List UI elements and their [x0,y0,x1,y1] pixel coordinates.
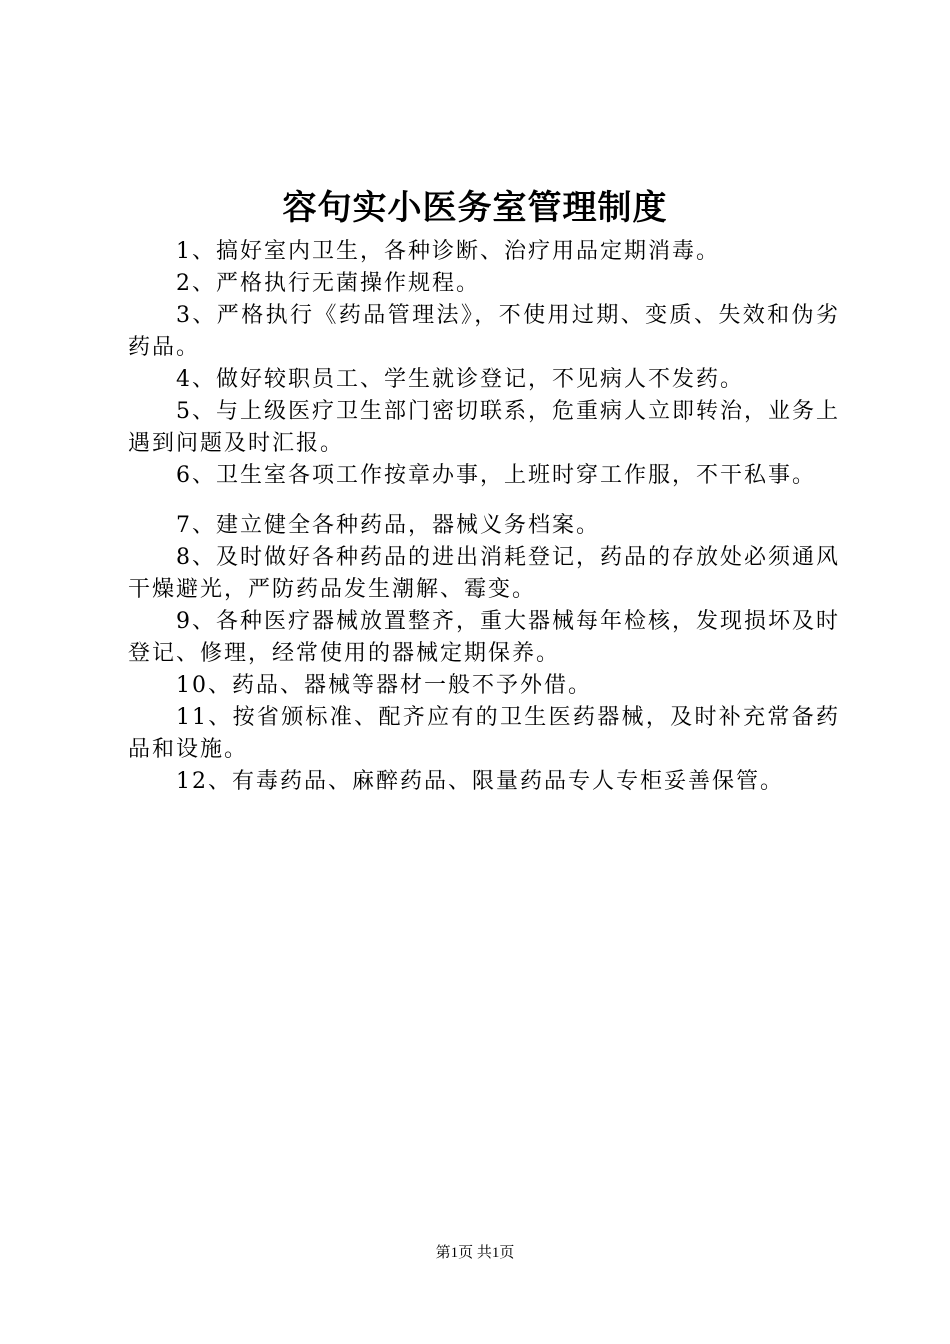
page-number-footer: 第1页 共1页 [435,1245,515,1261]
rule-paragraph-11: 11、按省颁标准、配齐应有的卫生医药器械，及时补充常备药品和设施。 [128,705,840,762]
rule-paragraph-5: 5、与上级医疗卫生部门密切联系，危重病人立即转治，业务上遇到问题及时汇报。 [128,399,840,456]
rule-paragraph-1: 1、搞好室内卫生，各种诊断、治疗用品定期消毒。 [176,239,720,264]
rule-paragraph-3: 3、严格执行《药品管理法》，不使用过期、变质、失效和伪劣药品。 [128,303,840,360]
rule-paragraph-10: 10、药品、器械等器材一般不予外借。 [176,673,592,698]
rule-paragraph-6: 6、卫生室各项工作按章办事，上班时穿工作服，不干私事。 [176,463,816,488]
document-title: 容句实小医务室管理制度 [282,188,668,228]
rule-paragraph-9: 9、各种医疗器械放置整齐，重大器械每年检核，发现损坏及时登记、修理，经常使用的器械定期保养。 [128,609,840,666]
rule-paragraph-7: 7、建立健全各种药品，器械义务档案。 [176,513,600,538]
document-body [128,236,840,798]
rule-paragraph-8: 8、及时做好各种药品的进出消耗登记，药品的存放处必须通风干燥避光，严防药品发生潮解、霉变。 [128,545,840,602]
rule-paragraph-12: 12、有毒药品、麻醉药品、限量药品专人专柜妥善保管。 [176,769,784,794]
rule-paragraph-4: 4、做好较职员工、学生就诊登记，不见病人不发药。 [176,367,744,392]
rule-paragraph-2: 2、严格执行无菌操作规程。 [176,271,480,296]
